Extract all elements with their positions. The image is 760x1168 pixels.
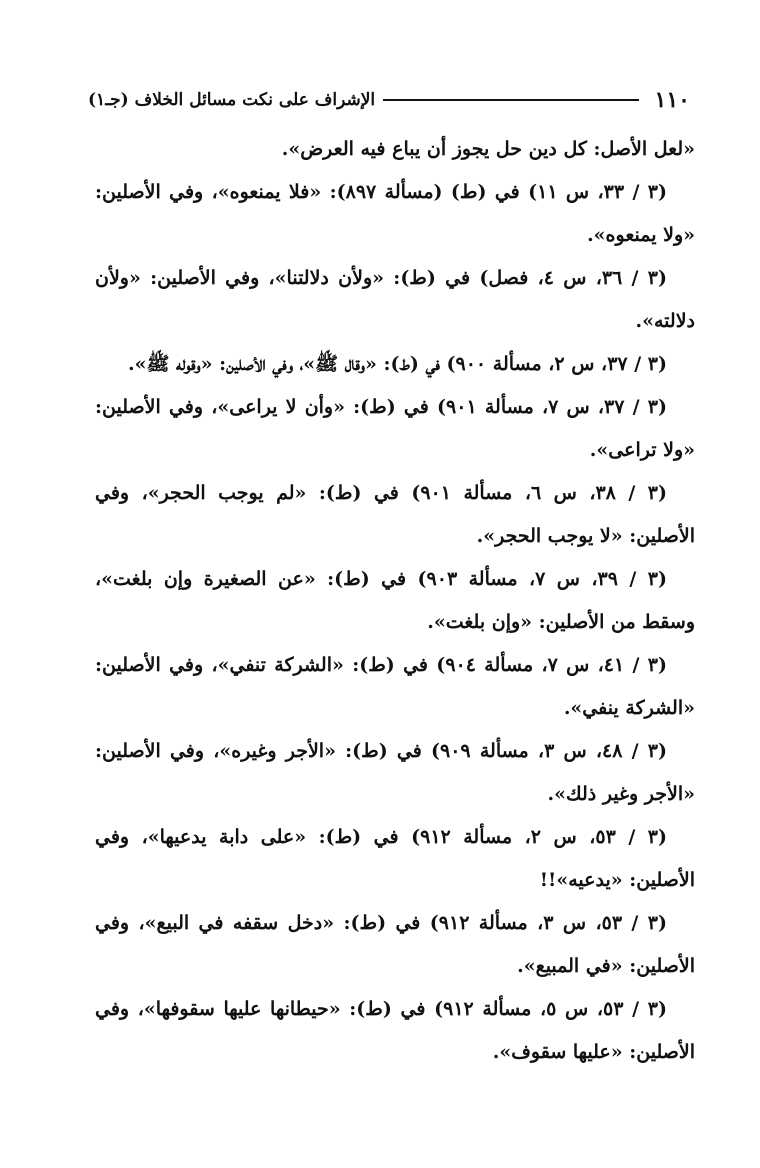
page-body (95, 128, 695, 1074)
page-header (88, 80, 690, 120)
paragraph: (٣ / ٤٨، س ٣، مسألة ٩٠٩) في (ط): «الأجر وغيره»، وفي الأصلين: «الأجر وغير ذلك». (95, 740, 695, 805)
header-rule (383, 99, 638, 101)
running-title: الإشراف على نكت مسائل الخلاف (جـ١) (88, 90, 376, 110)
page-number: ١١٠ (654, 87, 690, 113)
paragraph: (٣ / ٥٣، س ٣، مسألة ٩١٢) في (ط): «دخل سقفه في البيع»، وفي الأصلين: «في المبيع». (95, 912, 695, 977)
paragraph: (٣ / ٣٩، س ٧، مسألة ٩٠٣) في (ط): «عن الصغيرة وإن بلغت»، وسقط من الأصلين: «وإن بلغت». (95, 568, 695, 633)
paragraph: (٣ / ٥٣، س ٥، مسألة ٩١٢) في (ط): «حيطانها عليها سقوفها»، وفي الأصلين: «عليها سقوف». (95, 998, 695, 1063)
paragraph: «لعل الأصل: كل دين حل يجوز أن يباع فيه العرض». (281, 138, 695, 160)
paragraph: (٣ / ٥٣، س ٢، مسألة ٩١٢) في (ط): «على دابة يدعيها»، وفي الأصلين: «يدعيه»!! (95, 826, 695, 891)
paragraph: (٣ / ٣٣، س ١١) في (ط) (مسألة ٨٩٧): «فلا يمنعوه»، وفي الأصلين: «ولا يمنعوه». (95, 181, 695, 246)
paragraph: (٣ / ٣٦، س ٤، فصل) في (ط): «ولأن دلالتنا»، وفي الأصلين: «ولأن دلالته». (95, 267, 695, 332)
paragraph: (٣ / ٤١، س ٧، مسألة ٩٠٤) في (ط): «الشركة تنفي»، وفي الأصلين: «الشركة ينفي». (95, 654, 695, 719)
paragraph: (٣ / ٣٧، س ٢، مسألة ٩٠٠) في (ط): «وقال ﷺ»، وفي الأصلين: «وقوله ﷺ». (127, 353, 667, 375)
paragraph: (٣ / ٣٧، س ٧، مسألة ٩٠١) في (ط): «وأن لا يراعى»، وفي الأصلين: «ولا تراعى». (95, 396, 695, 461)
paragraph: (٣ / ٣٨، س ٦، مسألة ٩٠١) في (ط): «لم يوجب الحجر»، وفي الأصلين: «لا يوجب الحجر». (95, 482, 695, 547)
